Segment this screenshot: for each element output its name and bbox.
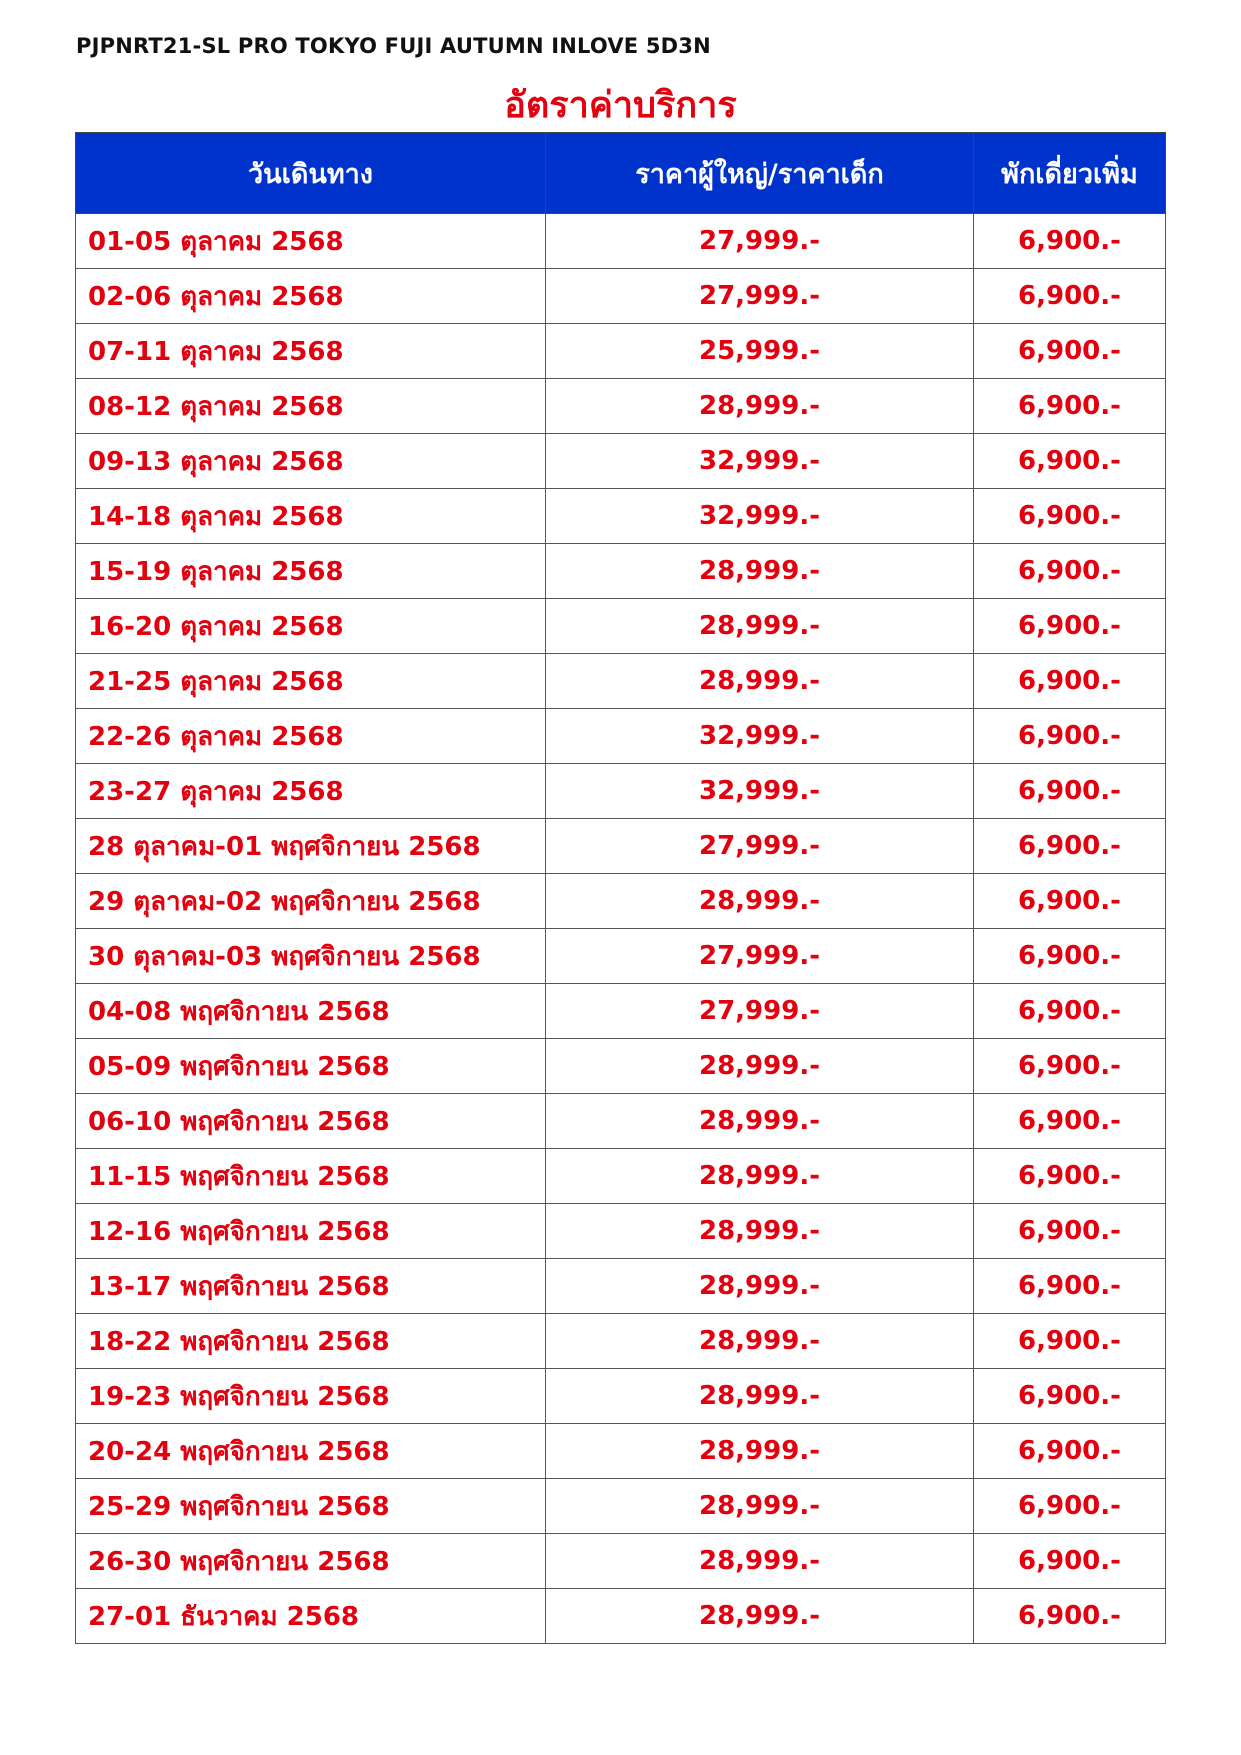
single-supplement-cell: 6,900.-	[974, 984, 1166, 1039]
travel-date-cell: 02-06 ตุลาคม 2568	[76, 269, 546, 324]
table-row	[76, 379, 1166, 434]
single-supplement-cell: 6,900.-	[974, 1314, 1166, 1369]
single-supplement-cell: 6,900.-	[974, 599, 1166, 654]
travel-date-cell: 07-11 ตุลาคม 2568	[76, 324, 546, 379]
single-supplement-cell: 6,900.-	[974, 1424, 1166, 1479]
single-supplement-cell: 6,900.-	[974, 1534, 1166, 1589]
travel-date-cell: 18-22 พฤศจิกายน 2568	[76, 1314, 546, 1369]
travel-date-cell: 22-26 ตุลาคม 2568	[76, 709, 546, 764]
single-supplement-cell: 6,900.-	[974, 1369, 1166, 1424]
price-cell: 27,999.-	[546, 269, 974, 324]
travel-date-cell: 23-27 ตุลาคม 2568	[76, 764, 546, 819]
table-row	[76, 1039, 1166, 1094]
table-row	[76, 269, 1166, 324]
single-supplement-cell: 6,900.-	[974, 434, 1166, 489]
table-row	[76, 984, 1166, 1039]
table-row	[76, 489, 1166, 544]
travel-date-cell: 26-30 พฤศจิกายน 2568	[76, 1534, 546, 1589]
table-row	[76, 1314, 1166, 1369]
travel-date-cell: 29 ตุลาคม-02 พฤศจิกายน 2568	[76, 874, 546, 929]
travel-date-cell: 27-01 ธันวาคม 2568	[76, 1589, 546, 1644]
page-title: อัตราค่าบริการ	[504, 85, 737, 126]
table-row	[76, 654, 1166, 709]
price-cell: 28,999.-	[546, 1259, 974, 1314]
price-cell: 28,999.-	[546, 1369, 974, 1424]
single-supplement-cell: 6,900.-	[974, 1479, 1166, 1534]
table-row	[76, 1424, 1166, 1479]
price-cell: 28,999.-	[546, 1039, 974, 1094]
travel-date-cell: 21-25 ตุลาคม 2568	[76, 654, 546, 709]
table-row	[76, 709, 1166, 764]
price-cell: 28,999.-	[546, 874, 974, 929]
price-cell: 28,999.-	[546, 1589, 974, 1644]
single-supplement-cell: 6,900.-	[974, 874, 1166, 929]
table-row	[76, 929, 1166, 984]
table-row	[76, 1369, 1166, 1424]
price-cell: 32,999.-	[546, 709, 974, 764]
travel-date-cell: 15-19 ตุลาคม 2568	[76, 544, 546, 599]
price-cell: 28,999.-	[546, 1094, 974, 1149]
single-supplement-cell: 6,900.-	[974, 379, 1166, 434]
table-row	[76, 214, 1166, 269]
column-header-travel-date: วันเดินทาง	[76, 133, 546, 214]
price-cell: 28,999.-	[546, 1314, 974, 1369]
price-cell: 27,999.-	[546, 984, 974, 1039]
single-supplement-cell: 6,900.-	[974, 1149, 1166, 1204]
single-supplement-cell: 6,900.-	[974, 929, 1166, 984]
travel-date-cell: 11-15 พฤศจิกายน 2568	[76, 1149, 546, 1204]
single-supplement-cell: 6,900.-	[974, 764, 1166, 819]
price-cell: 28,999.-	[546, 1204, 974, 1259]
program-code: PJPNRT21-SL PRO TOKYO FUJI AUTUMN INLOVE 5D3N	[76, 34, 711, 58]
price-cell: 32,999.-	[546, 764, 974, 819]
table-row	[76, 324, 1166, 379]
table-row	[76, 819, 1166, 874]
travel-date-cell: 13-17 พฤศจิกายน 2568	[76, 1259, 546, 1314]
single-supplement-cell: 6,900.-	[974, 1094, 1166, 1149]
price-cell: 27,999.-	[546, 214, 974, 269]
travel-date-cell: 08-12 ตุลาคม 2568	[76, 379, 546, 434]
table-row	[76, 1149, 1166, 1204]
travel-date-cell: 16-20 ตุลาคม 2568	[76, 599, 546, 654]
single-supplement-cell: 6,900.-	[974, 1204, 1166, 1259]
single-supplement-cell: 6,900.-	[974, 214, 1166, 269]
table-row	[76, 874, 1166, 929]
table-row	[76, 1094, 1166, 1149]
price-cell: 28,999.-	[546, 599, 974, 654]
travel-date-cell: 09-13 ตุลาคม 2568	[76, 434, 546, 489]
price-cell: 28,999.-	[546, 1149, 974, 1204]
travel-date-cell: 14-18 ตุลาคม 2568	[76, 489, 546, 544]
table-row	[76, 599, 1166, 654]
table-header-row	[76, 133, 1166, 214]
single-supplement-cell: 6,900.-	[974, 709, 1166, 764]
column-header-single-supplement: พักเดี่ยวเพิ่ม	[974, 133, 1166, 214]
table-row	[76, 434, 1166, 489]
column-header-adult-child-price: ราคาผู้ใหญ่/ราคาเด็ก	[546, 133, 974, 214]
price-cell: 32,999.-	[546, 434, 974, 489]
price-cell: 25,999.-	[546, 324, 974, 379]
travel-date-cell: 04-08 พฤศจิกายน 2568	[76, 984, 546, 1039]
table-row	[76, 544, 1166, 599]
single-supplement-cell: 6,900.-	[974, 489, 1166, 544]
single-supplement-cell: 6,900.-	[974, 1259, 1166, 1314]
price-cell: 28,999.-	[546, 544, 974, 599]
travel-date-cell: 25-29 พฤศจิกายน 2568	[76, 1479, 546, 1534]
price-cell: 32,999.-	[546, 489, 974, 544]
single-supplement-cell: 6,900.-	[974, 1039, 1166, 1094]
price-cell: 28,999.-	[546, 1424, 974, 1479]
single-supplement-cell: 6,900.-	[974, 269, 1166, 324]
single-supplement-cell: 6,900.-	[974, 544, 1166, 599]
travel-date-cell: 12-16 พฤศจิกายน 2568	[76, 1204, 546, 1259]
travel-date-cell: 28 ตุลาคม-01 พฤศจิกายน 2568	[76, 819, 546, 874]
table-row	[76, 1534, 1166, 1589]
price-cell: 27,999.-	[546, 929, 974, 984]
single-supplement-cell: 6,900.-	[974, 819, 1166, 874]
table-row	[76, 1259, 1166, 1314]
table-row	[76, 1589, 1166, 1644]
travel-date-cell: 19-23 พฤศจิกายน 2568	[76, 1369, 546, 1424]
travel-date-cell: 30 ตุลาคม-03 พฤศจิกายน 2568	[76, 929, 546, 984]
price-cell: 27,999.-	[546, 819, 974, 874]
price-table	[75, 132, 1166, 1644]
price-cell: 28,999.-	[546, 379, 974, 434]
single-supplement-cell: 6,900.-	[974, 654, 1166, 709]
travel-date-cell: 01-05 ตุลาคม 2568	[76, 214, 546, 269]
travel-date-cell: 06-10 พฤศจิกายน 2568	[76, 1094, 546, 1149]
table-row	[76, 1204, 1166, 1259]
table-body	[76, 214, 1166, 1644]
single-supplement-cell: 6,900.-	[974, 324, 1166, 379]
table-row	[76, 1479, 1166, 1534]
price-cell: 28,999.-	[546, 1534, 974, 1589]
price-cell: 28,999.-	[546, 1479, 974, 1534]
table-row	[76, 764, 1166, 819]
travel-date-cell: 20-24 พฤศจิกายน 2568	[76, 1424, 546, 1479]
single-supplement-cell: 6,900.-	[974, 1589, 1166, 1644]
travel-date-cell: 05-09 พฤศจิกายน 2568	[76, 1039, 546, 1094]
price-cell: 28,999.-	[546, 654, 974, 709]
